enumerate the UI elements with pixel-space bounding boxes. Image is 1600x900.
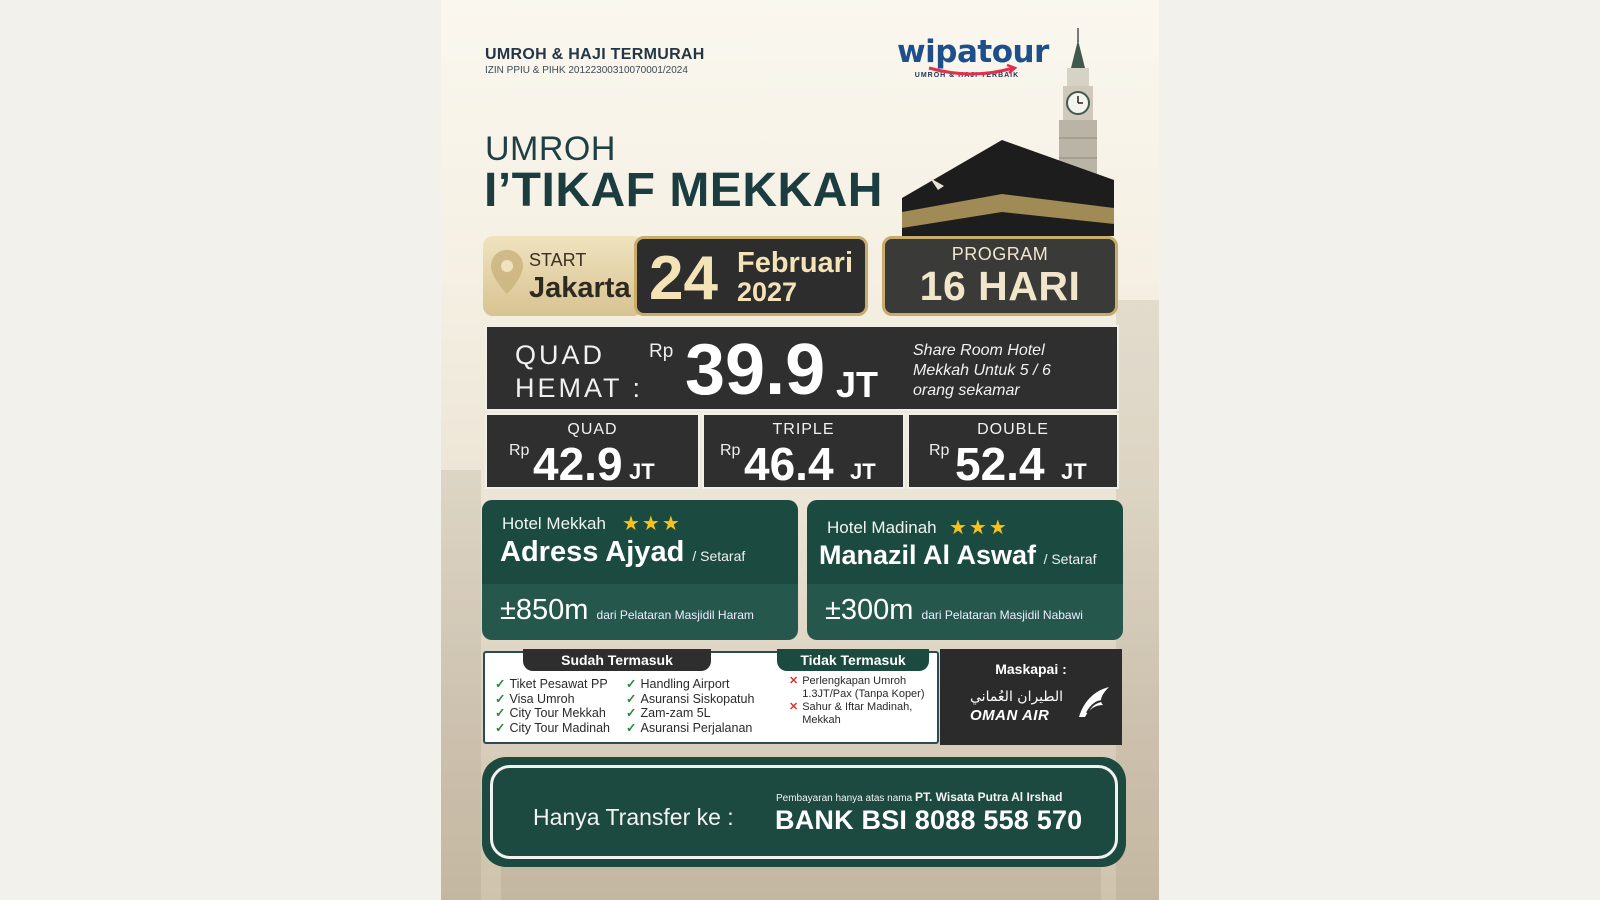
list-item: ✓ Zam-zam 5L (626, 706, 711, 720)
check-icon: ✓ (626, 691, 637, 706)
brand-tagline (485, 46, 705, 76)
hemat-currency: Rp (649, 341, 674, 362)
list-item: ✓ City Tour Madinah (495, 720, 610, 735)
airline-label: Maskapai : (995, 661, 1067, 677)
airline-box (940, 649, 1122, 745)
list-item: ✓ Handling Airport (626, 677, 730, 691)
check-icon: ✓ (495, 691, 506, 706)
tagline-text: UMROH & HAJI TERMURAH (485, 46, 705, 63)
hotel-name-text: Manazil Al Aswaf (819, 540, 1037, 570)
price-unit: JT (850, 459, 876, 484)
price-label: DOUBLE (977, 421, 1049, 438)
hotel-distance-value: ±300m (825, 594, 914, 626)
list-item: ✓ City Tour Mekkah (495, 706, 606, 720)
hotel-header: Hotel Mekkah (502, 514, 606, 533)
promo-poster (441, 0, 1159, 900)
hotel-setaraf: / Setaraf (1043, 551, 1097, 567)
hotel-distance-note: dari Pelataran Masjidil Haram (596, 608, 754, 622)
list-item: ✓ Visa Umroh (495, 691, 575, 706)
list-item: ✓ Tiket Pesawat PP (495, 677, 608, 691)
quad-hemat-price-box (485, 325, 1119, 411)
transfer-note (776, 790, 1062, 804)
price-unit: JT (1061, 459, 1087, 484)
hotel-header: Hotel Madinah (827, 518, 937, 537)
hemat-note: Share Room Hotel Mekkah Untuk 5 / 6 orang sekamar (913, 342, 1051, 399)
date-year: 2027 (737, 277, 798, 307)
start-city: Jakarta (529, 272, 631, 304)
hotel-name (500, 536, 745, 569)
included-list-col-2 (626, 677, 754, 735)
hotel-distance (825, 594, 1083, 627)
transfer-label: Hanya Transfer ke : (533, 804, 734, 830)
hemat-label-line-2: HEMAT : (515, 373, 644, 403)
list-item: ✕ Sahur & Iftar Madinah, Mekkah (789, 701, 913, 726)
hotel-card-top (482, 500, 798, 584)
check-icon: ✓ (626, 706, 637, 720)
list-item: ✓ Asuransi Siskopatuh (626, 691, 755, 706)
hotel-setaraf: / Setaraf (692, 548, 746, 564)
check-icon: ✓ (495, 720, 506, 735)
check-icon: ✓ (495, 706, 506, 720)
included-list-col-1 (495, 677, 610, 735)
oman-air-logo-icon (1073, 683, 1113, 723)
program-duration: 16 HARI (919, 263, 1081, 309)
price-unit: JT (629, 459, 655, 484)
hotel-card-mekkah (482, 500, 798, 640)
background-building (441, 470, 481, 900)
hemat-label (515, 339, 643, 405)
price-value: 52.4 (955, 438, 1045, 490)
start-label: START (529, 250, 587, 270)
hotel-card-bottom (807, 584, 1123, 640)
date-month: Februari (737, 247, 854, 279)
airline-arabic-name: الطيران العُماني (970, 689, 1064, 705)
price-value: 46.4 (744, 438, 834, 490)
cross-icon: ✕ (789, 701, 799, 713)
program-label: PROGRAM (951, 244, 1049, 264)
cross-icon: ✕ (789, 675, 799, 687)
transfer-account-name: PT. Wisata Putra Al Irshad (914, 790, 1063, 804)
list-item: ✓ Asuransi Perjalanan (626, 720, 753, 735)
hemat-unit: JT (836, 364, 879, 405)
program-duration-box (882, 236, 1118, 316)
airline-name: OMAN AIR (970, 707, 1050, 724)
price-box-double (907, 413, 1119, 489)
date-day: 24 (649, 244, 718, 313)
excluded-list (789, 675, 935, 726)
kaaba-icon (902, 140, 1117, 236)
hotel-distance (500, 594, 754, 627)
license-text: IZIN PPIU & PIHK 20122300310070001/2024 (485, 65, 688, 76)
hotel-card-bottom (482, 584, 798, 640)
included-title: Sudah Termasuk (523, 649, 711, 671)
hotel-card-top (807, 500, 1123, 584)
excluded-title: Tidak Termasuk (777, 649, 929, 671)
hotel-distance-note: dari Pelataran Masjidil Nabawi (921, 608, 1083, 622)
wipatour-logo (897, 34, 1049, 79)
bank-account: BANK BSI 8088 558 570 (775, 805, 1083, 835)
hemat-price: 39.9 (685, 330, 826, 410)
location-pin-icon (489, 248, 525, 298)
check-icon: ✓ (495, 677, 506, 691)
hotel-name-text: Adress Ajyad (500, 536, 685, 568)
title-line-1: UMROH (485, 130, 616, 168)
price-label: QUAD (567, 421, 618, 438)
price-value: 42.9 (533, 438, 623, 490)
inclusions-panel (483, 651, 939, 744)
price-label: TRIPLE (772, 421, 835, 438)
logo-swoosh-icon (927, 64, 1017, 78)
price-currency: Rp (509, 442, 530, 459)
check-icon: ✓ (626, 677, 637, 691)
list-item: ✕ Perlengkapan Umroh 1.3JT/Pax (Tanpa Koper) (789, 675, 925, 700)
hotel-name (819, 540, 1096, 571)
price-currency: Rp (720, 442, 741, 459)
check-icon: ✓ (626, 720, 637, 735)
departure-date-box (634, 236, 868, 316)
bank-transfer-box (482, 757, 1126, 867)
title-line-2: I’TIKAF MEKKAH (484, 164, 883, 217)
price-box-quad (485, 413, 700, 489)
logo-name: wipatour (897, 34, 1049, 70)
price-box-triple (702, 413, 905, 489)
hemat-label-line-1: QUAD (515, 340, 606, 370)
start-city-box (483, 236, 643, 316)
hotel-distance-value: ±850m (500, 594, 589, 626)
star-rating-icon: ★★★ (949, 517, 1009, 539)
star-rating-icon: ★★★ (622, 513, 682, 535)
hotel-card-madinah (807, 500, 1123, 640)
bank-transfer-inner (490, 765, 1118, 859)
price-currency: Rp (929, 442, 950, 459)
logo-subtitle: UMROH & HAJI TERBAIK (914, 72, 1020, 79)
transfer-note-prefix: Pembayaran hanya atas nama (776, 793, 913, 804)
